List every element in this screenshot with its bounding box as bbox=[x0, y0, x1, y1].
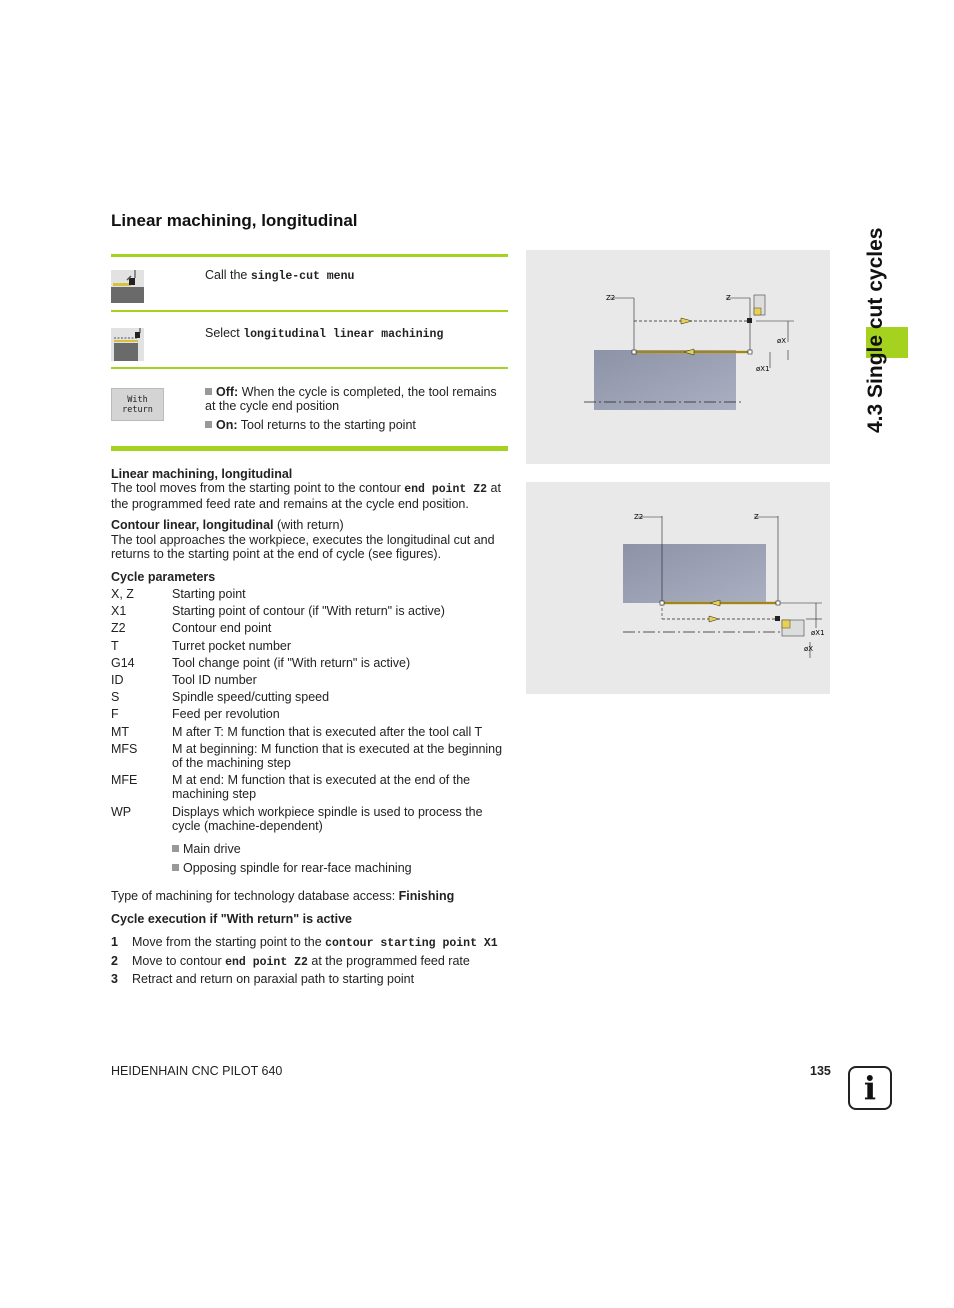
off-label: Off: bbox=[216, 385, 239, 399]
param-value: Starting point bbox=[172, 587, 246, 601]
bullet-icon bbox=[205, 388, 212, 395]
wp-option-text: Main drive bbox=[183, 842, 241, 856]
param-key: WP bbox=[111, 805, 132, 819]
step-text bbox=[132, 935, 498, 950]
tech-type-label: Type of machining for technology database access: bbox=[111, 889, 399, 903]
param-value: Spindle speed/cutting speed bbox=[172, 690, 330, 704]
param-key: MFE bbox=[111, 773, 138, 787]
fig1-z2-label: Z2 bbox=[606, 294, 616, 302]
divider bbox=[111, 254, 508, 257]
code-inline: end point Z2 bbox=[225, 956, 308, 969]
bullet-icon bbox=[172, 864, 179, 871]
param-value: Contour end point bbox=[172, 621, 272, 635]
subheading: Linear machining, longitudinal bbox=[111, 467, 293, 481]
subheading: Cycle parameters bbox=[111, 570, 216, 584]
on-option bbox=[205, 418, 416, 432]
param-key: ID bbox=[111, 673, 124, 687]
tech-type-value: Finishing bbox=[398, 889, 455, 903]
fig1-z-label: Z bbox=[726, 294, 731, 302]
param-value: Tool ID number bbox=[172, 673, 257, 687]
fig1-x-label: øX bbox=[777, 337, 787, 345]
softkey-line1: With bbox=[127, 395, 148, 405]
param-value: Feed per revolution bbox=[172, 707, 280, 721]
param-key: T bbox=[111, 639, 119, 653]
off-option bbox=[205, 385, 507, 413]
info-glyph: i bbox=[863, 1069, 877, 1107]
param-key: G14 bbox=[111, 656, 135, 670]
figure-without-return bbox=[526, 250, 830, 464]
code-inline: end point Z2 bbox=[404, 483, 488, 496]
on-text: Tool returns to the starting point bbox=[237, 418, 416, 432]
divider bbox=[111, 310, 508, 312]
paragraph-text: The tool moves from the starting point to the contour bbox=[111, 481, 405, 495]
param-value: M after T: M function that is executed after the tool call T bbox=[172, 725, 483, 739]
param-key: S bbox=[111, 690, 120, 704]
subheading-bold: Contour linear, longitudinal bbox=[111, 518, 274, 532]
subheading: Cycle execution if "With return" is active bbox=[111, 912, 352, 926]
on-label: On: bbox=[216, 418, 238, 432]
param-value: Tool change point (if "With return" is active) bbox=[172, 656, 411, 670]
param-value: Displays which workpiece spindle is used to process the cycle (machine-dependent) bbox=[172, 805, 483, 833]
bullet-icon bbox=[205, 421, 212, 428]
subheading-suffix: (with return) bbox=[273, 518, 344, 532]
longitudinal-linear-icon[interactable] bbox=[111, 328, 144, 361]
tech-type bbox=[111, 889, 454, 903]
section-tab-label: 4.3 Single cut cycles bbox=[864, 227, 887, 433]
step-text: Retract and return on paraxial path to starting point bbox=[132, 972, 415, 986]
step-select-text: Select bbox=[205, 326, 244, 340]
step-text-part: Move from the starting point to the bbox=[132, 935, 326, 949]
step-text bbox=[132, 954, 470, 969]
divider bbox=[111, 446, 508, 451]
param-value: M at end: M function that is executed at the end of the machining step bbox=[172, 773, 471, 801]
paragraph bbox=[111, 481, 508, 511]
step-select bbox=[205, 326, 443, 341]
footer-title: HEIDENHAIN CNC PILOT 640 bbox=[111, 1064, 283, 1078]
param-key: X, Z bbox=[111, 587, 134, 601]
param-key: Z2 bbox=[111, 621, 126, 635]
step-number: 3 bbox=[111, 972, 118, 986]
step-call-code: single-cut menu bbox=[250, 270, 355, 283]
softkey-line2: return bbox=[122, 405, 153, 415]
step-number: 2 bbox=[111, 954, 118, 968]
subheading bbox=[111, 518, 344, 532]
fig2-z2-label: Z2 bbox=[634, 513, 644, 521]
divider bbox=[111, 367, 508, 369]
param-key: X1 bbox=[111, 604, 127, 618]
param-key: F bbox=[111, 707, 119, 721]
paragraph-text: at the programmed feed rate and remains at the cycle end position. bbox=[111, 481, 501, 511]
off-text: When the cycle is completed, the tool remains at the cycle end position bbox=[205, 385, 497, 413]
page-title: Linear machining, longitudinal bbox=[111, 211, 358, 230]
step-text-part: Move to contour bbox=[132, 954, 226, 968]
fig2-z-label: Z bbox=[754, 513, 759, 521]
fig2-x-label: øX bbox=[804, 645, 814, 653]
single-cut-menu-icon[interactable] bbox=[111, 270, 144, 303]
wp-option-text: Opposing spindle for rear-face machining bbox=[183, 861, 412, 875]
wp-option bbox=[172, 861, 412, 875]
fig1-x1-label: øX1 bbox=[756, 365, 770, 373]
param-value: Turret pocket number bbox=[172, 639, 292, 653]
param-key: MFS bbox=[111, 742, 138, 756]
bullet-icon bbox=[172, 845, 179, 852]
step-text-part: at the programmed feed rate bbox=[307, 954, 470, 968]
param-value: Starting point of contour (if "With return" is active) bbox=[172, 604, 445, 618]
step-number: 1 bbox=[111, 935, 118, 949]
code-inline: contour starting point X1 bbox=[325, 937, 498, 950]
section-tab bbox=[838, 205, 898, 435]
step-call bbox=[205, 268, 354, 283]
param-value: M at beginning: M function that is executed at the beginning of the machining step bbox=[172, 742, 503, 770]
figure-with-return bbox=[526, 482, 830, 694]
info-icon bbox=[848, 1066, 892, 1110]
page-number: 135 bbox=[810, 1064, 831, 1078]
param-key: MT bbox=[111, 725, 130, 739]
fig2-x1-label: øX1 bbox=[811, 629, 825, 637]
wp-option bbox=[172, 842, 241, 856]
paragraph: The tool approaches the workpiece, executes the longitudinal cut and returns to the starting point at the end of cycle (see figures). bbox=[111, 533, 495, 561]
with-return-softkey[interactable] bbox=[111, 388, 164, 421]
step-select-code: longitudinal linear machining bbox=[243, 328, 444, 341]
step-call-text: Call the bbox=[205, 268, 251, 282]
